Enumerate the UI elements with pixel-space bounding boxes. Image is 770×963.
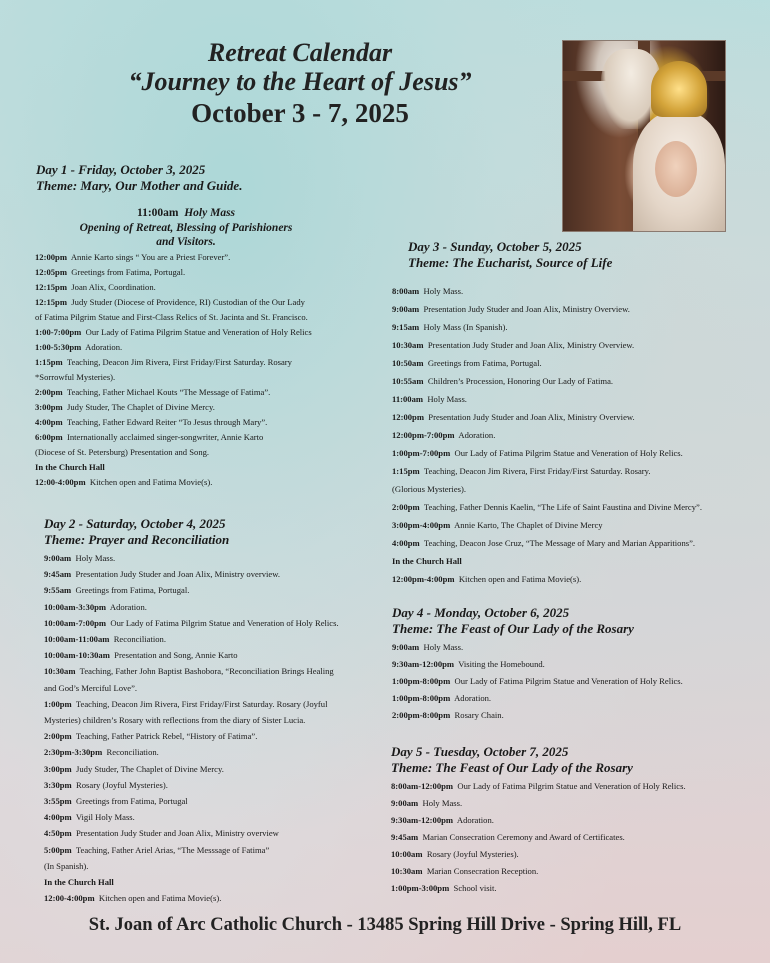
list-item: 12:00pm-4:00pm Kitchen open and Fatima Movie(s). bbox=[392, 574, 582, 584]
list-item: 10:30am Presentation Judy Studer and Joan Alix, Ministry Overview. bbox=[392, 340, 635, 350]
title-line-1: Retreat Calendar bbox=[207, 38, 393, 67]
list-item: 10:00am-11:00am Reconciliation. bbox=[44, 634, 166, 645]
list-item: 2:00pm Teaching, Father Dennis Kaelin, “The Life of Saint Faustina and Divine Mercy”. bbox=[392, 502, 702, 512]
day4-theme: Theme: The Feast of Our Lady of the Rosary bbox=[392, 621, 634, 636]
day2-list bbox=[44, 550, 389, 906]
statue-crown bbox=[651, 61, 707, 117]
list-item: 3:55pm Greetings from Fatima, Portugal bbox=[44, 796, 188, 807]
day4-section bbox=[392, 605, 752, 724]
list-item: (Glorious Mysteries). bbox=[392, 484, 466, 494]
list-item: and God’s Merciful Love”. bbox=[44, 682, 138, 693]
list-item: 9:30am-12:00pm Adoration. bbox=[391, 815, 494, 825]
list-item: 10:55am Children’s Procession, Honoring Our Lady of Fatima. bbox=[392, 376, 614, 386]
day2-theme: Theme: Prayer and Reconciliation bbox=[44, 532, 230, 547]
list-item: 9:15am Holy Mass (In Spanish). bbox=[392, 322, 508, 332]
day5-section bbox=[391, 744, 751, 897]
day3-section bbox=[408, 239, 753, 271]
list-item: 1:00pm-3:00pm School visit. bbox=[391, 883, 497, 893]
list-item: 2:00pm Teaching, Father Michael Kouts “The Message of Fatima”. bbox=[35, 386, 271, 397]
list-item: 9:00am Holy Mass. bbox=[392, 642, 464, 652]
list-item: 2:00pm-8:00pm Rosary Chain. bbox=[392, 710, 504, 720]
day1-mass-time: 11:00am bbox=[136, 207, 179, 219]
list-item: 4:00pm Teaching, Father Edward Reiter “To Jesus through Mary”. bbox=[35, 416, 268, 427]
list-item: 3:00pm-4:00pm Annie Karto, The Chaplet of Divine Mercy bbox=[392, 520, 603, 530]
list-item: 9:30am-12:00pm Visiting the Homebound. bbox=[392, 659, 545, 669]
day1-opening bbox=[36, 206, 336, 250]
list-item: 9:45am Marian Consecration Ceremony and Award of Certificates. bbox=[391, 832, 625, 842]
day4-heading: Day 4 - Monday, October 6, 2025 bbox=[392, 605, 570, 620]
list-item: 2:30pm-3:30pm Reconciliation. bbox=[44, 747, 159, 758]
list-item: 10:00am Rosary (Joyful Mysteries). bbox=[391, 849, 519, 859]
day2-section bbox=[44, 516, 389, 906]
list-item: 9:00am Holy Mass. bbox=[44, 553, 116, 563]
list-item: 4:50pm Presentation Judy Studer and Joan Alix, Ministry overview bbox=[44, 828, 279, 839]
list-item: (Diocese of St. Petersburg) Presentation and Song. bbox=[35, 446, 210, 457]
church-footer: St. Joan of Arc Catholic Church - 13485 Spring Hill Drive - Spring Hill, FL bbox=[88, 915, 682, 935]
list-item: 12:00pm Presentation Judy Studer and Joan Alix, Ministry Overview. bbox=[392, 412, 635, 422]
list-item: 12:15pm Judy Studer (Diocese of Providence, RI) Custodian of the Our Lady bbox=[35, 296, 305, 307]
day1-opening-line2: and Visitors. bbox=[156, 236, 216, 248]
list-item: 12:15pm Joan Alix, Coordination. bbox=[35, 281, 156, 292]
day1-section bbox=[36, 162, 376, 490]
list-item: 10:00am-3:30pm Adoration. bbox=[44, 601, 147, 612]
day5-theme: Theme: The Feast of Our Lady of the Rosary bbox=[391, 760, 633, 775]
list-item: 9:00am Holy Mass. bbox=[391, 798, 463, 808]
list-item: (In Spanish). bbox=[44, 860, 89, 871]
list-item: 12:00-4:00pm Kitchen open and Fatima Movie(s). bbox=[44, 893, 222, 904]
list-item: In the Church Hall bbox=[35, 461, 105, 472]
list-item: 1:00pm Teaching, Deacon Jim Rivera, First Friday/First Saturday. Rosary (Joyful bbox=[44, 698, 328, 709]
list-item: 1:00-5:30pm Adoration. bbox=[35, 341, 123, 352]
day4-list bbox=[392, 639, 752, 724]
statue-face bbox=[655, 141, 697, 197]
list-item: 12:00pm-7:00pm Adoration. bbox=[392, 430, 496, 440]
list-item: Mysteries) children’s Rosary with reflections from the diary of Sister Lucia. bbox=[44, 715, 306, 726]
day5-list bbox=[391, 778, 751, 897]
list-item: 10:50am Greetings from Fatima, Portugal. bbox=[392, 358, 542, 368]
list-item: 9:45am Presentation Judy Studer and Joan Alix, Ministry overview. bbox=[44, 569, 280, 580]
list-item: 8:00am-12:00pm Our Lady of Fatima Pilgrim Statue and Veneration of Holy Relics. bbox=[391, 781, 686, 791]
list-item: 3:00pm Judy Studer, The Chaplet of Divine Mercy. bbox=[35, 401, 215, 412]
list-item: *Sorrowful Mysteries). bbox=[35, 371, 116, 382]
list-item: 9:00am Presentation Judy Studer and Joan Alix, Ministry Overview. bbox=[392, 304, 630, 314]
retreat-dates: October 3 - 7, 2025 bbox=[191, 98, 409, 128]
list-item: 1:00pm-8:00pm Our Lady of Fatima Pilgrim Statue and Veneration of Holy Relics. bbox=[392, 676, 683, 686]
list-item: 4:00pm Teaching, Deacon Jose Cruz, “The Message of Mary and Marian Apparitions”. bbox=[392, 538, 696, 548]
list-item: 2:00pm Teaching, Father Patrick Rebel, “History of Fatima”. bbox=[44, 731, 258, 742]
list-item: 11:00am Holy Mass. bbox=[392, 394, 467, 404]
list-item: In the Church Hall bbox=[392, 556, 462, 566]
list-item: 10:00am-7:00pm Our Lady of Fatima Pilgrim Statue and Veneration of Holy Relics. bbox=[44, 617, 339, 628]
statue-photo bbox=[562, 40, 726, 232]
day1-mass-label: Holy Mass bbox=[184, 207, 236, 219]
list-item: 12:00-4:00pm Kitchen open and Fatima Movie(s). bbox=[35, 476, 213, 487]
list-item: 3:30pm Rosary (Joyful Mysteries). bbox=[44, 779, 168, 790]
list-item: 1:00-7:00pm Our Lady of Fatima Pilgrim Statue and Veneration of Holy Relics bbox=[35, 326, 312, 337]
day2-heading: Day 2 - Saturday, October 4, 2025 bbox=[44, 516, 226, 531]
day1-opening-line1: Opening of Retreat, Blessing of Parishioners bbox=[79, 221, 293, 234]
list-item: 1:00pm-7:00pm Our Lady of Fatima Pilgrim Statue and Veneration of Holy Relics. bbox=[392, 448, 683, 458]
day1-mass-line bbox=[36, 206, 336, 221]
list-item: 6:00pm Internationally acclaimed singer-songwriter, Annie Karto bbox=[35, 431, 264, 442]
list-item: 12:05pm Greetings from Fatima, Portugal. bbox=[35, 266, 186, 277]
day3-theme: Theme: The Eucharist, Source of Life bbox=[408, 255, 613, 270]
list-item: 8:00am Holy Mass. bbox=[392, 286, 464, 296]
list-item: 5:00pm Teaching, Father Ariel Arias, “The Messsage of Fatima” bbox=[44, 844, 270, 855]
day1-list bbox=[35, 250, 376, 490]
day1-heading: Day 1 - Friday, October 3, 2025 bbox=[36, 162, 206, 177]
list-item: of Fatima Pilgrim Statue and First-Class Relics of St. Jacinta and St. Francisco. bbox=[35, 311, 308, 322]
list-item: 1:15pm Teaching, Deacon Jim Rivera, First Friday/First Saturday. Rosary. bbox=[392, 466, 651, 476]
day5-heading: Day 5 - Tuesday, October 7, 2025 bbox=[391, 744, 569, 759]
title-line-2: “Journey to the Heart of Jesus” bbox=[128, 67, 472, 96]
list-item: 10:00am-10:30am Presentation and Song, Annie Karto bbox=[44, 650, 238, 661]
day3-heading: Day 3 - Sunday, October 5, 2025 bbox=[408, 239, 582, 254]
list-item: 9:55am Greetings from Fatima, Portugal. bbox=[44, 585, 190, 596]
list-item: 3:00pm Judy Studer, The Chaplet of Divine Mercy. bbox=[44, 763, 224, 774]
day3-list bbox=[392, 282, 752, 588]
list-item: In the Church Hall bbox=[44, 877, 114, 888]
day1-theme: Theme: Mary, Our Mother and Guide. bbox=[36, 178, 243, 193]
list-item: 10:30am Teaching, Father John Baptist Bashobora, “Reconciliation Brings Healing bbox=[44, 666, 334, 677]
list-item: 12:00pm Annie Karto sings “ You are a Priest Forever”. bbox=[35, 251, 231, 262]
list-item: 4:00pm Vigil Holy Mass. bbox=[44, 812, 135, 823]
list-item: 1:00pm-8:00pm Adoration. bbox=[392, 693, 492, 703]
list-item: 1:15pm Teaching, Deacon Jim Rivera, First Friday/First Saturday. Rosary bbox=[35, 356, 292, 367]
list-item: 10:30am Marian Consecration Reception. bbox=[391, 866, 539, 876]
